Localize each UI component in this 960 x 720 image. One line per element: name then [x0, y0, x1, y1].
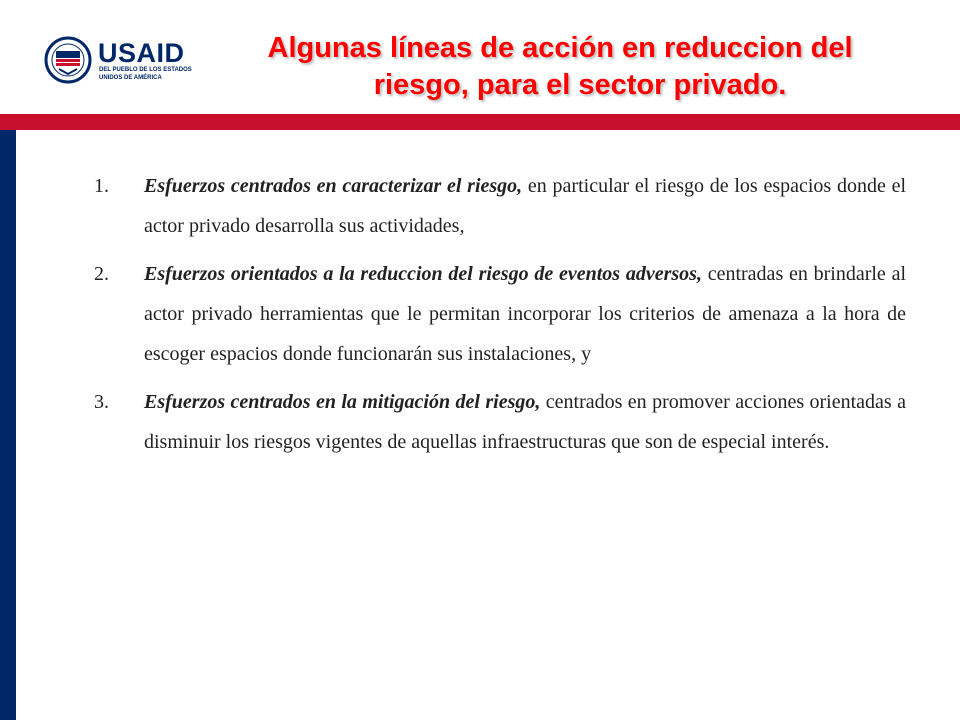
- list-item: [94, 166, 906, 246]
- item-text: en particular el riesgo de los espacios donde el actor privado desarrolla sus actividades,: [144, 175, 906, 237]
- item-number: 3.: [94, 391, 109, 413]
- usaid-logo: [44, 36, 214, 88]
- item-text: centradas en brindarle al actor privado herramientas que le permitan incorporar los criterios de amenaza a la hora de escoger espacios donde funcionarán sus instalaciones, y: [144, 263, 907, 365]
- item-heading: Esfuerzos centrados en caracterizar el riesgo,: [144, 175, 523, 197]
- item-heading: Esfuerzos centrados en la mitigación del riesgo,: [144, 391, 541, 413]
- list-item: [94, 382, 906, 462]
- blue-side-bar: [0, 130, 16, 720]
- item-number: 1.: [94, 175, 109, 197]
- logo-subtitle: DEL PUEBLO DE LOS ESTADOS UNIDOS DE AMÉRICA: [99, 67, 192, 81]
- red-header-bar: [0, 114, 960, 130]
- action-list: [94, 166, 906, 470]
- item-heading: Esfuerzos orientados a la reduccion del riesgo de eventos adversos,: [144, 263, 702, 285]
- title-line-2: riesgo, para el sector privado.: [373, 69, 787, 101]
- item-number: 2.: [94, 263, 109, 285]
- item-text: centrados en promover acciones orientadas a disminuir los riesgos vigentes de aquellas infraestructuras que son de especial interés.: [144, 391, 906, 453]
- logo-wordmark: USAID: [98, 38, 185, 68]
- page-title: [215, 30, 905, 104]
- title-line-1: Algunas líneas de acción en reduccion del: [267, 32, 853, 64]
- usaid-seal-icon: [44, 36, 92, 84]
- list-item: [94, 254, 906, 374]
